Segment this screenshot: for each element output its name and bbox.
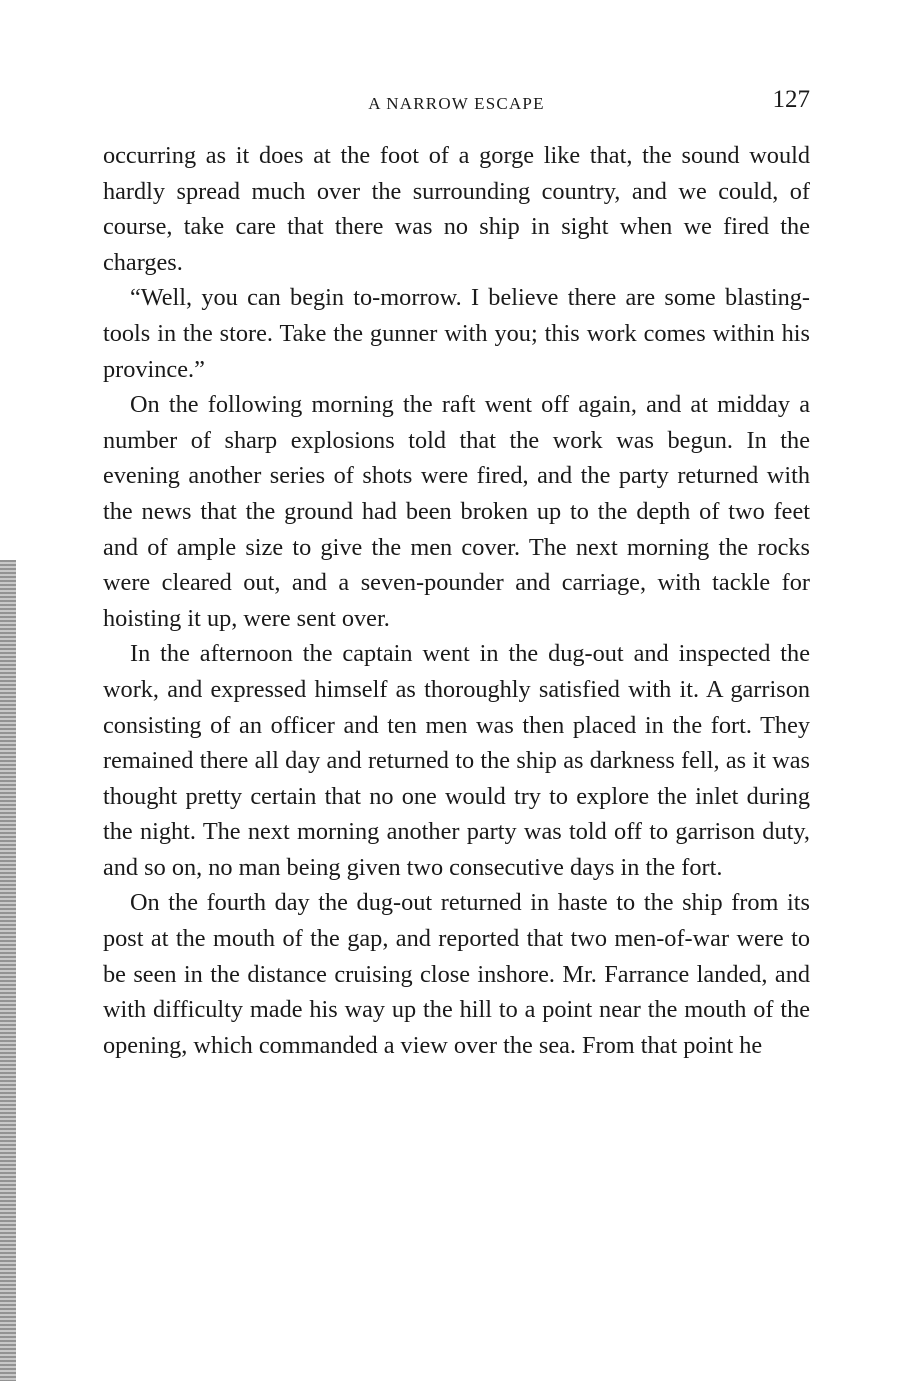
body-text (103, 138, 810, 1063)
running-head (103, 86, 810, 120)
running-title: A NARROW ESCAPE (368, 94, 545, 113)
page-number: 127 (772, 86, 810, 113)
binding-edge-shadow (0, 560, 16, 1381)
paragraph: occurring as it does at the foot of a gorge like that, the sound would hardly spread much over the surrounding country, and we could, of course, take care that there was no ship in sight when we fired the charges. (103, 142, 810, 276)
paragraph: In the afternoon the captain went in the dug-out and inspected the work, and expressed himself as thoroughly satisfied with it. A garrison consisting of an officer and ten men was then placed in the fort. They remained there all day and returned to the ship as darkness fell, as it was thought pretty certain that no one would try to explore the inlet during the night. The next morning another party was told off to garrison duty, and so on, no man being given two consecutive days in the fort. (103, 640, 810, 881)
paragraph: On the fourth day the dug-out returned in haste to the ship from its post at the mouth of the gap, and reported that two men-of-war were to be seen in the distance cruising close inshore. Mr. Farrance landed, and with difficulty made his way up the hill to a point near the mouth of the opening, which commanded a view over the sea. From that point he (103, 889, 810, 1059)
paragraph: On the following morning the raft went off again, and at midday a number of sharp explosions told that the work was begun. In the evening another series of shots were fired, and the party returned with the news that the ground had been broken up to the depth of two feet and of ample size to give the men cover. The next morning the rocks were cleared out, and a seven-pounder and carriage, with tackle for hoisting it up, were sent over. (103, 391, 810, 632)
paragraph: “Well, you can begin to-morrow. I believe there are some blasting-tools in the store. Take the gunner with you; this work comes within his province.” (103, 284, 810, 383)
